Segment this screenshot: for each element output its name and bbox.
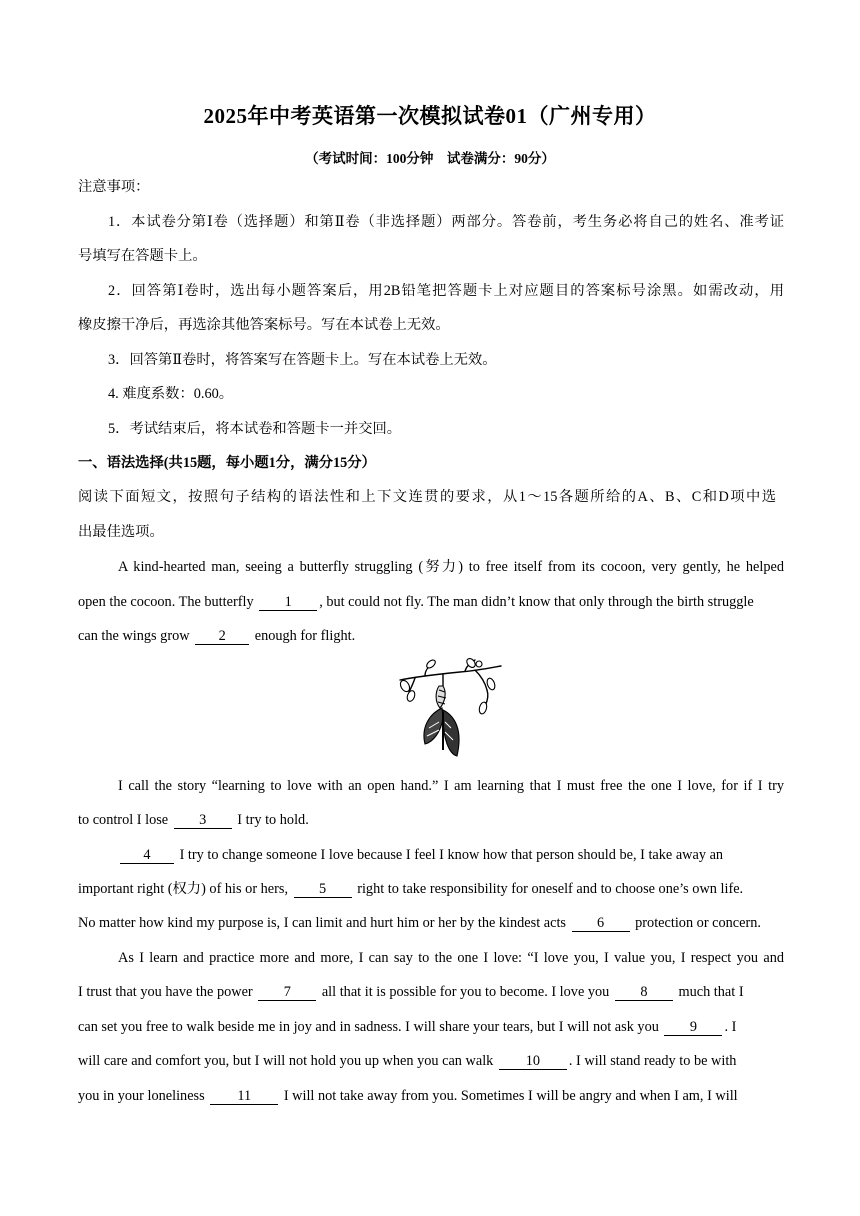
section1-instruction-line1: 阅读下面短文，按照句子结构的语法性和上下文连贯的要求，从1～15各题所给的A、B、C和D项中选 — [78, 489, 776, 505]
section1-heading: 一、语法选择(共15题，每小题1分，满分15分） — [78, 455, 376, 471]
blank-3: 3 — [174, 812, 232, 829]
note-2-line1: 2．回答第Ⅰ卷时，选出每小题答案后，用2B铅笔把答题卡上对应题目的答案标号涂黑。如需改动，用 — [108, 283, 784, 299]
p1-line3 — [78, 626, 355, 646]
p4-line2-start: I trust that you have the power — [78, 984, 257, 1000]
p3-line2-start: important right (权力) of his or hers, — [78, 881, 292, 897]
note-1-line1: 1．本试卷分第Ⅰ卷（选择题）和第Ⅱ卷（非选择题）两部分。答卷前，考生务必将自己的姓名、准考证 — [108, 214, 784, 230]
p4-line4-end: . I will stand ready to be with — [568, 1053, 737, 1069]
p2-line2-end: I try to hold. — [233, 812, 309, 828]
p4-line5 — [78, 1086, 738, 1106]
blank-7: 7 — [258, 984, 316, 1001]
note-3: 3．回答第Ⅱ卷时，将答案写在答题卡上。写在本试卷上无效。 — [108, 352, 497, 368]
exam-title: 2025年中考英语第一次模拟试卷01（广州专用） — [203, 104, 657, 128]
p1-line3-start: can the wings grow — [78, 628, 194, 644]
p1-line2-start: open the cocoon. The butterfly — [78, 594, 258, 610]
note-1-line2: 号填写在答题卡上。 — [78, 248, 207, 264]
blank-4: 4 — [120, 847, 174, 864]
p4-line2-end: much that I — [674, 984, 744, 1000]
p4-line5-end: I will not take away from you. Sometimes I will be angry and when I am, I will — [280, 1088, 738, 1104]
blank-1: 1 — [259, 594, 317, 611]
p3-line2 — [78, 879, 743, 899]
blank-6: 6 — [572, 915, 630, 932]
p3-line3 — [78, 913, 761, 933]
note-2-line2: 橡皮擦干净后，再选涂其他答案标号。写在本试卷上无效。 — [78, 317, 450, 333]
p4-line5-start: you in your loneliness — [78, 1088, 209, 1104]
p1-line2-end: , but could not fly. The man didn’t know that only through the birth struggle — [319, 594, 754, 610]
p4-line1: As I learn and practice more and more, I can say to the one I love: “I love you, I value you, I respect you and — [118, 950, 784, 966]
p3-line3-end: protection or concern. — [631, 915, 761, 931]
p2-line1: I call the story “learning to love with an open hand.” I am learning that I must free the one I love, for if I try — [118, 778, 784, 794]
p1-line2 — [78, 592, 754, 612]
p4-line3 — [78, 1017, 736, 1037]
blank-11: 11 — [210, 1088, 278, 1105]
butterfly-cocoon-illustration — [395, 658, 505, 768]
p2-line2-start: to control I lose — [78, 812, 172, 828]
p4-line2-mid: all that it is possible for you to become. I love you — [318, 984, 613, 1000]
p3-line1 — [118, 845, 723, 865]
section1-instruction-line2: 出最佳选项。 — [78, 524, 164, 540]
p3-line3-start: No matter how kind my purpose is, I can limit and hurt him or her by the kindest acts — [78, 915, 570, 931]
p4-line4 — [78, 1051, 736, 1071]
p4-line3-start: can set you free to walk beside me in joy and in sadness. I will share your tears, but I will not ask you — [78, 1019, 663, 1035]
blank-9: 9 — [664, 1019, 722, 1036]
note-5: 5．考试结束后，将本试卷和答题卡一并交回。 — [108, 421, 402, 437]
blank-8: 8 — [615, 984, 673, 1001]
p4-line3-end: . I — [724, 1019, 737, 1035]
note-4: 4. 难度系数：0.60。 — [108, 386, 234, 402]
p3-line2-end: right to take responsibility for oneself and to choose one’s own life. — [353, 881, 744, 897]
p2-line2 — [78, 810, 309, 830]
p3-line1-end: I try to change someone I love because I feel I know how that person should be, I take away an — [176, 847, 724, 863]
p1-line1: A kind-hearted man, seeing a butterfly struggling (努力) to free itself from its cocoon, very gently, he helped — [118, 559, 784, 575]
notes-heading: 注意事项： — [78, 179, 150, 195]
p4-line2 — [78, 982, 744, 1002]
blank-2: 2 — [195, 628, 249, 645]
p4-line4-start: will care and comfort you, but I will not hold you up when you can walk — [78, 1053, 497, 1069]
blank-10: 10 — [499, 1053, 567, 1070]
blank-5: 5 — [294, 881, 352, 898]
p1-line3-end: enough for flight. — [251, 628, 356, 644]
exam-subtitle: （考试时间：100分钟 试卷满分：90分） — [305, 151, 555, 166]
